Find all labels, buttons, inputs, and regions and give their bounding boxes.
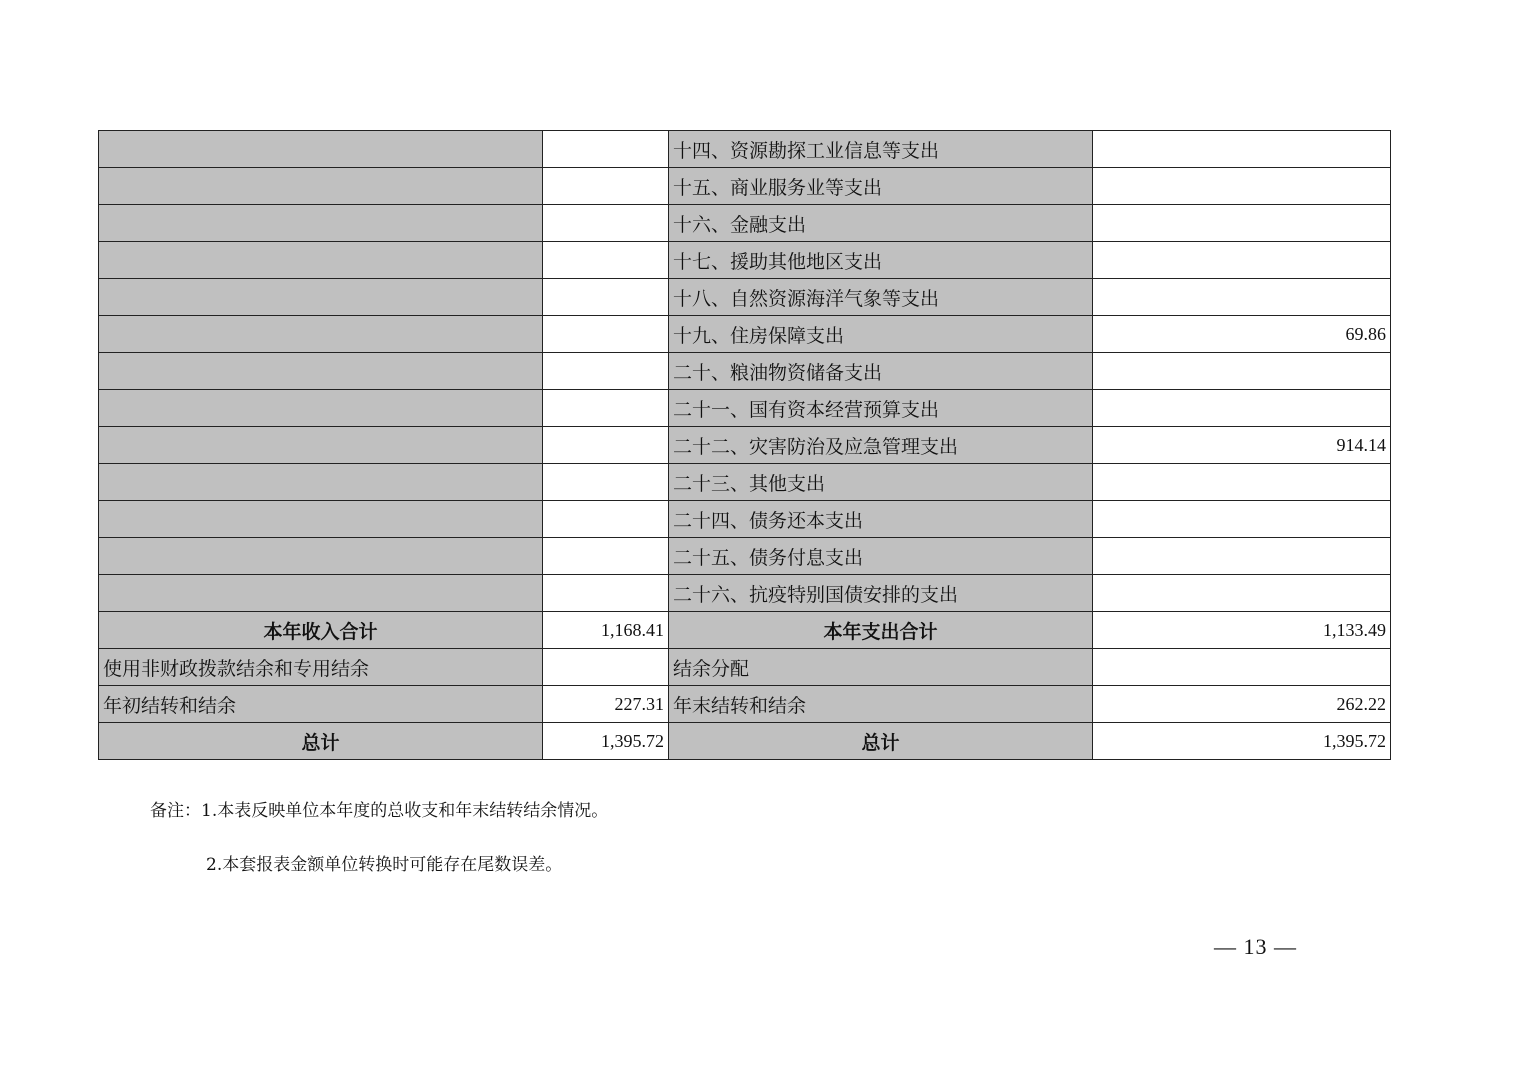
table-row (99, 464, 1391, 501)
income-value-cell (543, 575, 669, 612)
income-summary-value (543, 649, 669, 686)
expense-summary-label: 本年支出合计 (669, 612, 1093, 649)
expense-summary-value (1093, 649, 1391, 686)
income-summary-label: 年初结转和结余 (99, 686, 543, 723)
expense-value-cell (1093, 279, 1391, 316)
expense-label-cell: 二十一、国有资本经营预算支出 (669, 390, 1093, 427)
expense-label-cell: 十九、住房保障支出 (669, 316, 1093, 353)
table-row (99, 242, 1391, 279)
table-row (99, 501, 1391, 538)
summary-row (99, 612, 1391, 649)
income-summary-value: 1,395.72 (543, 723, 669, 760)
expense-value-cell (1093, 131, 1391, 168)
expense-value-cell: 69.86 (1093, 316, 1391, 353)
table-row (99, 131, 1391, 168)
expense-label-cell: 二十、粮油物资储备支出 (669, 353, 1093, 390)
income-label-cell (99, 353, 543, 390)
income-value-cell (543, 464, 669, 501)
income-value-cell (543, 538, 669, 575)
income-value-cell (543, 316, 669, 353)
expense-label-cell: 十五、商业服务业等支出 (669, 168, 1093, 205)
income-label-cell (99, 501, 543, 538)
page-number: — 13 — (1214, 934, 1297, 959)
income-value-cell (543, 242, 669, 279)
notes (150, 800, 608, 876)
expense-value-cell (1093, 168, 1391, 205)
expense-label-cell: 十六、金融支出 (669, 205, 1093, 242)
expense-summary-value: 1,133.49 (1093, 612, 1391, 649)
income-label-cell (99, 242, 543, 279)
expense-value-cell (1093, 390, 1391, 427)
income-label-cell (99, 538, 543, 575)
table-row (99, 279, 1391, 316)
income-value-cell (543, 427, 669, 464)
table-row (99, 427, 1391, 464)
income-label-cell (99, 427, 543, 464)
income-value-cell (543, 279, 669, 316)
summary-row (99, 723, 1391, 760)
income-value-cell (543, 353, 669, 390)
table-row (99, 168, 1391, 205)
income-summary-label: 总计 (99, 723, 543, 760)
income-label-cell (99, 575, 543, 612)
expense-value-cell: 914.14 (1093, 427, 1391, 464)
expense-label-cell: 十四、资源勘探工业信息等支出 (669, 131, 1093, 168)
expense-summary-value: 1,395.72 (1093, 723, 1391, 760)
income-summary-label: 使用非财政拨款结余和专用结余 (99, 649, 543, 686)
income-summary-label: 本年收入合计 (99, 612, 543, 649)
expense-summary-label: 总计 (669, 723, 1093, 760)
expense-value-cell (1093, 464, 1391, 501)
expense-value-cell (1093, 501, 1391, 538)
income-value-cell (543, 168, 669, 205)
income-label-cell (99, 464, 543, 501)
table-row (99, 390, 1391, 427)
expense-label-cell: 二十三、其他支出 (669, 464, 1093, 501)
expense-summary-label: 年末结转和结余 (669, 686, 1093, 723)
expense-value-cell (1093, 205, 1391, 242)
expense-value-cell (1093, 575, 1391, 612)
expense-summary-label: 结余分配 (669, 649, 1093, 686)
income-label-cell (99, 279, 543, 316)
budget-table (98, 130, 1391, 760)
income-value-cell (543, 205, 669, 242)
table-row (99, 205, 1391, 242)
income-label-cell (99, 390, 543, 427)
table-row (99, 316, 1391, 353)
expense-label-cell: 二十二、灾害防治及应急管理支出 (669, 427, 1093, 464)
table-row (99, 538, 1391, 575)
income-value-cell (543, 390, 669, 427)
table-row (99, 353, 1391, 390)
income-label-cell (99, 131, 543, 168)
income-label-cell (99, 205, 543, 242)
budget-table-body (99, 131, 1391, 760)
expense-value-cell (1093, 242, 1391, 279)
expense-summary-value: 262.22 (1093, 686, 1391, 723)
expense-label-cell: 二十六、抗疫特别国债安排的支出 (669, 575, 1093, 612)
expense-value-cell (1093, 538, 1391, 575)
income-value-cell (543, 501, 669, 538)
summary-row (99, 649, 1391, 686)
expense-label-cell: 十八、自然资源海洋气象等支出 (669, 279, 1093, 316)
expense-label-cell: 二十四、债务还本支出 (669, 501, 1093, 538)
income-label-cell (99, 316, 543, 353)
expense-value-cell (1093, 353, 1391, 390)
income-summary-value: 227.31 (543, 686, 669, 723)
expense-label-cell: 十七、援助其他地区支出 (669, 242, 1093, 279)
note-line-1: 备注：1.本表反映单位本年度的总收支和年末结转结余情况。 (150, 801, 609, 821)
summary-row (99, 686, 1391, 723)
income-value-cell (543, 131, 669, 168)
table-row (99, 575, 1391, 612)
income-summary-value: 1,168.41 (543, 612, 669, 649)
income-label-cell (99, 168, 543, 205)
expense-label-cell: 二十五、债务付息支出 (669, 538, 1093, 575)
note-line-2: 2.本套报表金额单位转换时可能存在尾数误差。 (206, 855, 563, 875)
